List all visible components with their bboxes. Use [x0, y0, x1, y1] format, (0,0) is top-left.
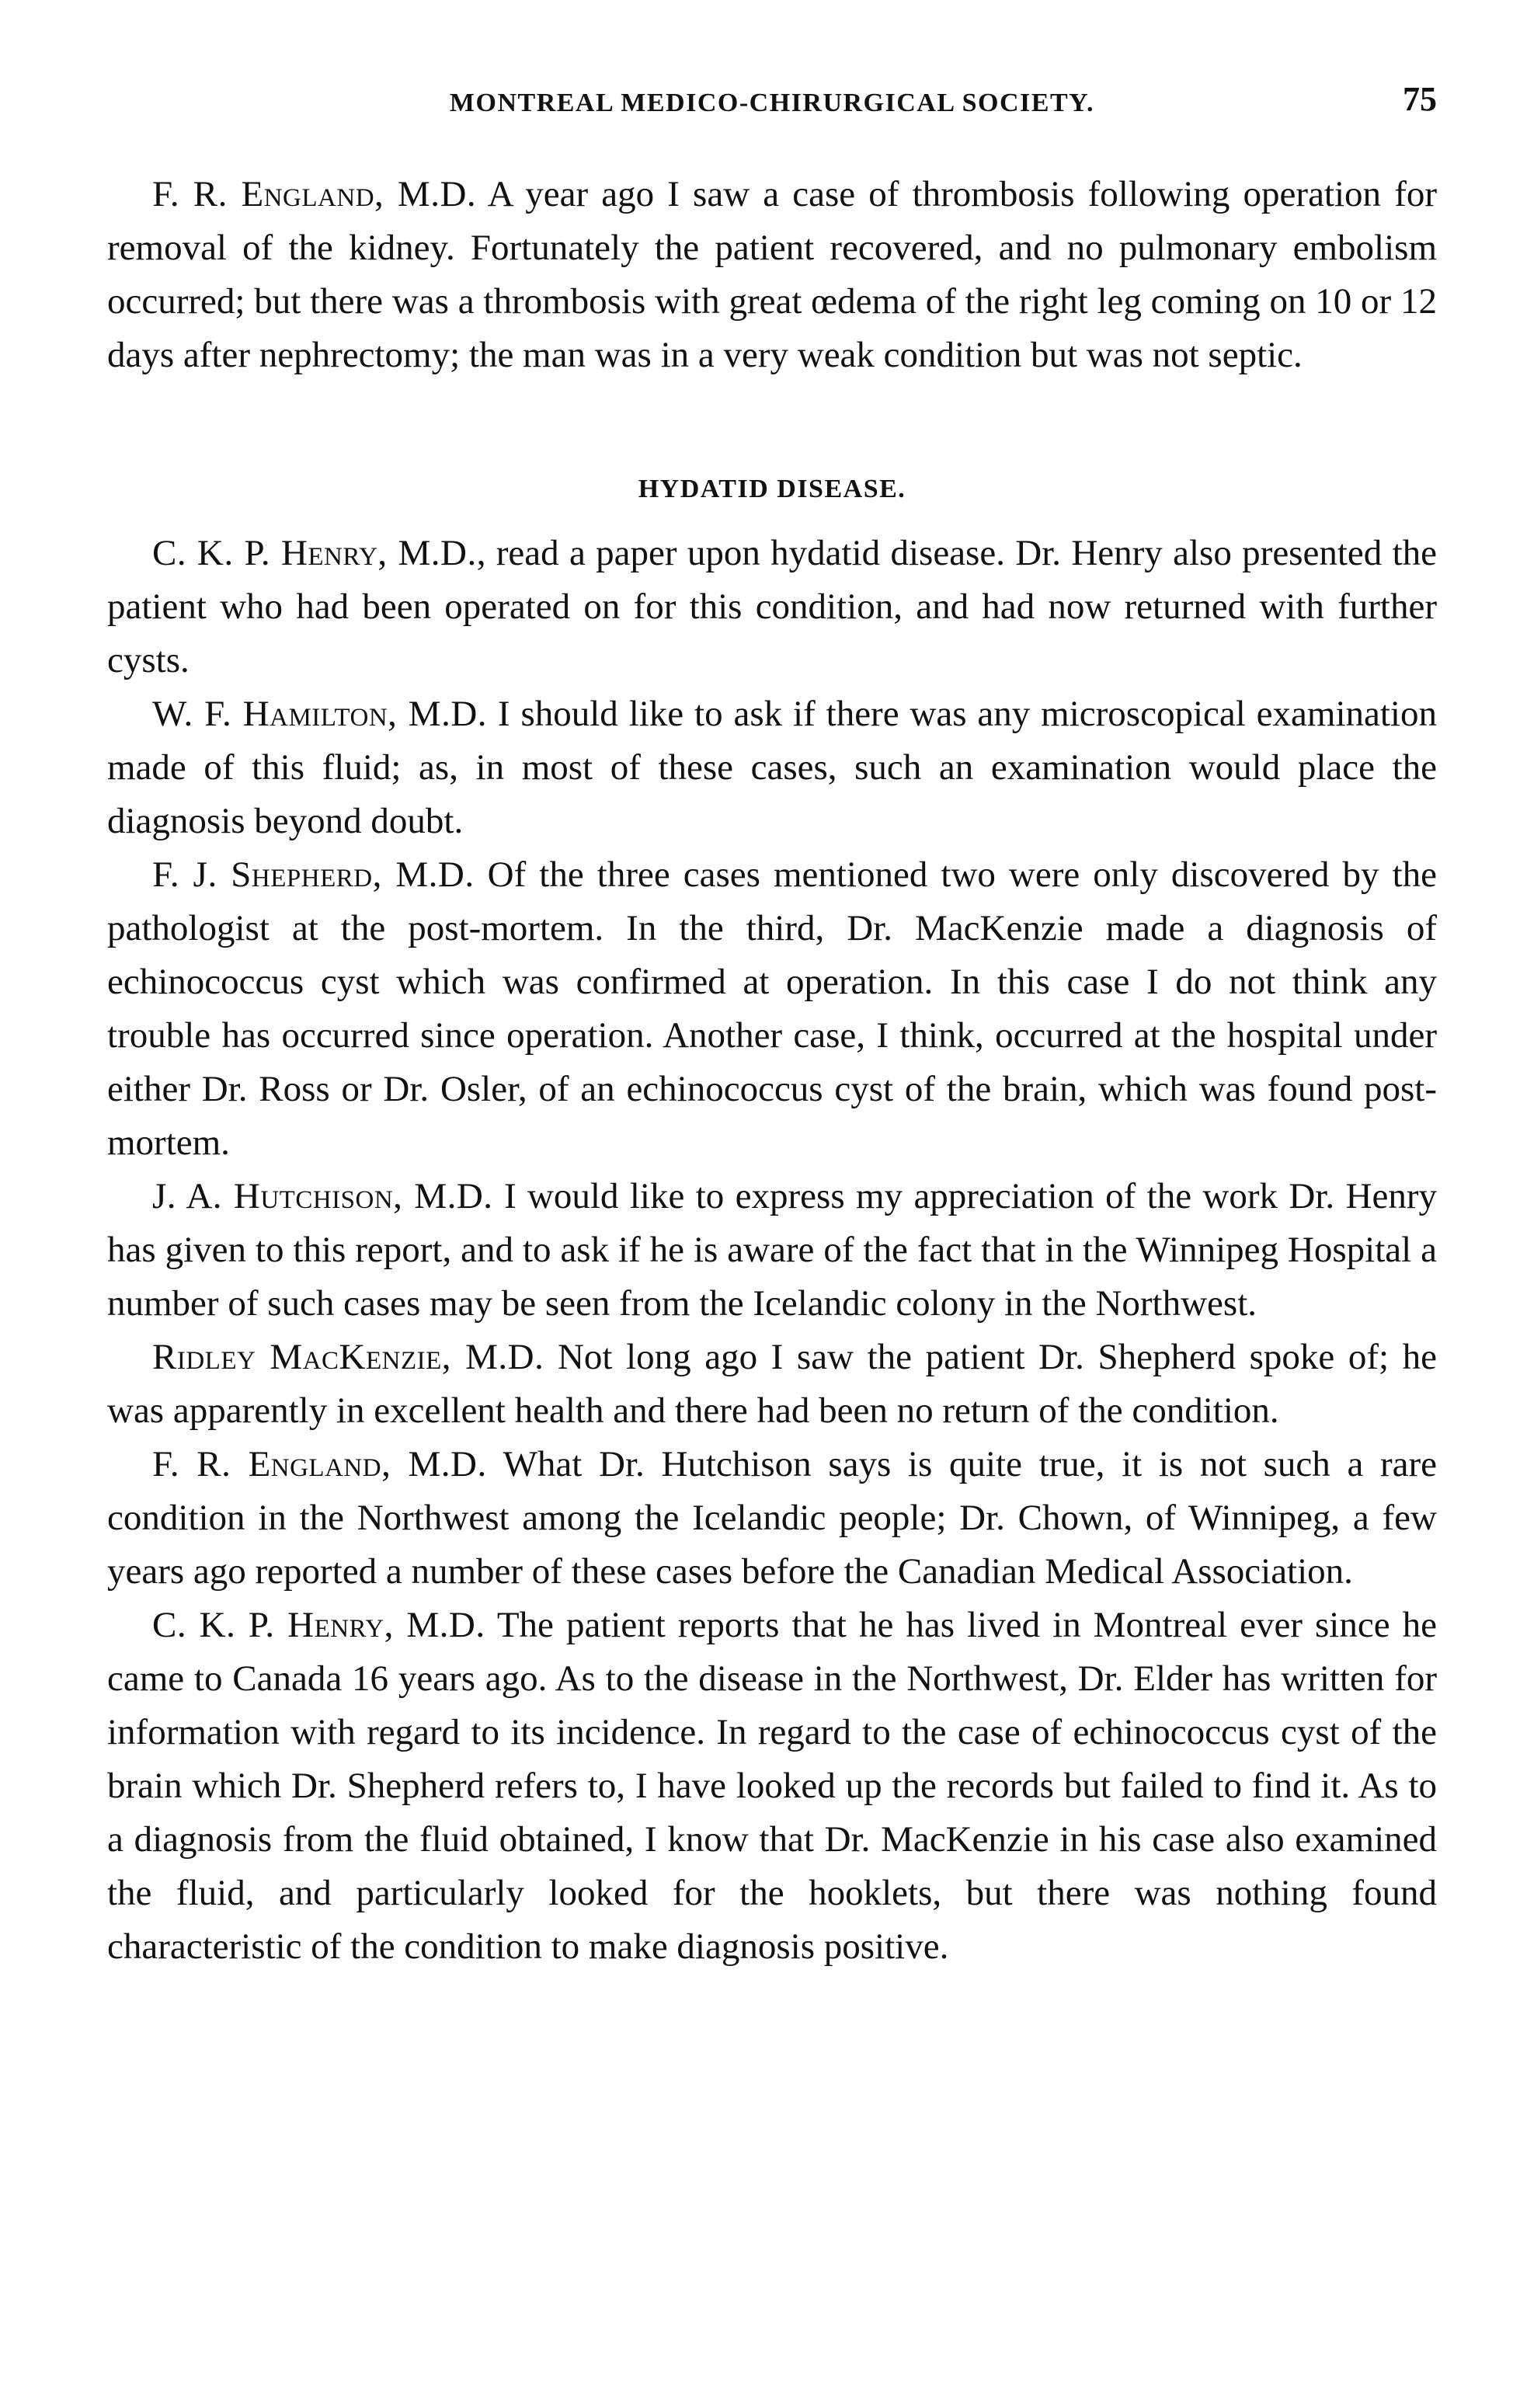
speaker-name: C. K. P. Henry, M.D.: [152, 1605, 485, 1645]
paragraph: [107, 687, 1437, 848]
paragraph: [107, 848, 1437, 1170]
speaker-name: F. R. England, M.D.: [152, 174, 477, 214]
paragraph: [107, 527, 1437, 687]
paragraph: [107, 1170, 1437, 1331]
speaker-name: J. A. Hutchison, M.D.: [152, 1176, 493, 1216]
paragraph-text: Not long ago I saw the patient Dr. Shepherd spoke of; he was apparently in excellent health and there had been no return of the condition.: [107, 1337, 1438, 1431]
running-header: [107, 75, 1437, 137]
running-title: MONTREAL MEDICO-CHIRURGICAL SOCIETY.: [449, 89, 1095, 117]
paragraph-text: , read a paper upon hydatid disease. Dr. Henry also presented the patient who had been operated on for this condition, and had now returned with further cysts.: [107, 533, 1437, 680]
paragraph: [107, 168, 1437, 382]
document-page: [107, 75, 1437, 1974]
speaker-name: W. F. Hamilton, M.D.: [152, 694, 488, 734]
speaker-name: Ridley MacKenzie, M.D.: [152, 1337, 544, 1377]
paragraph-text: I would like to express my appreciation of the work Dr. Henry has given to this report, and to ask if he is aware of the fact that in the Winnipeg Hospital a number of such cases may be seen from the Icelandic colony in the Northwest.: [107, 1176, 1437, 1324]
paragraph: [107, 1599, 1437, 1974]
paragraph: [107, 1331, 1437, 1438]
section-heading: HYDATID DISEASE.: [638, 475, 906, 503]
speaker-name: C. K. P. Henry, M.D.: [152, 533, 477, 573]
page-number: 75: [1403, 80, 1437, 118]
paragraph: [107, 1438, 1437, 1599]
paragraph-text: What Dr. Hutchison says is quite true, it is not such a rare condition in the Northwest among the Icelandic people; Dr. Chown, of Winnipeg, a few years ago reported a number of these cases before the Canadian Medical Association.: [107, 1444, 1437, 1592]
paragraph-text: Of the three cases mentioned two were only discovered by the pathologist at the post-mortem. In the third, Dr. MacKenzie made a diagnosis of echinococcus cyst which was confirmed at operation. In this case I do not think any trouble has occurred since operation. Another case, I think, occurred at the hospital under either Dr. Ross or Dr. Osler, of an echinococcus cyst of the brain, which was found post-mortem.: [107, 854, 1437, 1163]
paragraph-text: A year ago I saw a case of thrombosis following operation for removal of the kidney. Fortunately the patient recovered, and no pulmonary embolism occurred; but there was a thrombosis with great œdema of the right leg coming on 10 or 12 days after nephrectomy; the man was in a very weak condition but was not septic.: [107, 174, 1437, 375]
speaker-name: F. R. England, M.D.: [152, 1444, 487, 1484]
paragraph-text: I should like to ask if there was any microscopical examination made of this fluid; as, in most of these cases, such an examination would place the diagnosis beyond doubt.: [107, 694, 1437, 841]
speaker-name: F. J. Shepherd, M.D.: [152, 854, 475, 895]
paragraph-text: The patient reports that he has lived in Montreal ever since he came to Canada 16 years ago. As to the disease in the Northwest, Dr. Elder has written for information with regard to its incidence. In regard to the case of echinococcus cyst of the brain which Dr. Shepherd refers to, I have looked up the records but failed to find it. As to a diagnosis from the fluid obtained, I know that Dr. MacKenzie in his case also examined the fluid, and particularly looked for the hooklets, but there was nothing found characteristic of the condition to make diagnosis positive.: [107, 1605, 1437, 1967]
